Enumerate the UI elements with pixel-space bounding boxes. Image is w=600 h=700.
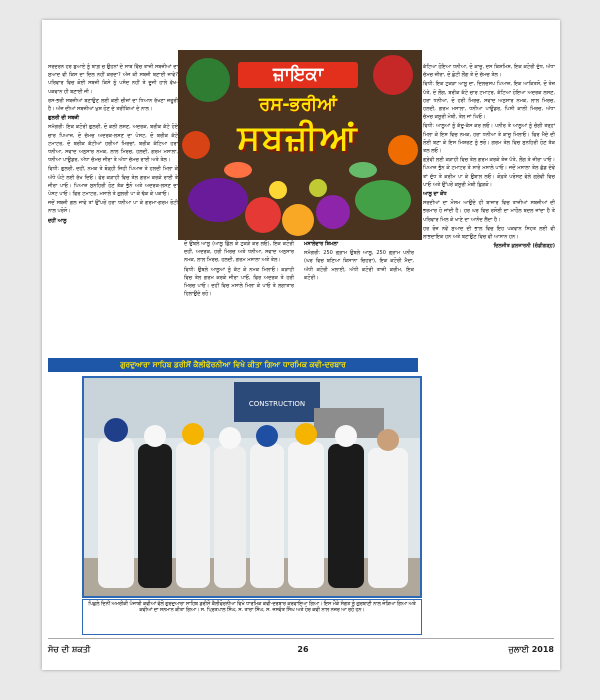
paragraph: ਵਿਧੀ: ਇਕ ਟੁਕੜਾ ਆਲੂ ਦਾ, ਦਿਲਚਸਪ ਪਿਆਜ਼, ਇਕ ਆਕਿਤਸੋ, ਦੋ ਤੇਜ਼ ਪੱਤੇ, ਦੋ ਲੌਂਗ, ਬਰੀਕ ਕੱਟੇ ਚਾਰ ਟਮਾਟਰ, ਕੱਟਿਆ ਹੋਇਆ ਅਦਰਕ ਲਸਣ, ਹਰਾ ਧਨੀਆ, ਦੋ ਹਰੀ ਮਿਰਚ, ਸਵਾਦ ਅਨੁਸਾਰ ਨਮਕ, ਲਾਲ ਮਿਰਚ, ਹਲਦੀ, ਗਰਮ ਮਸਾਲਾ, ਧਨੀਆ ਪਾਊਡਰ, ਪਿਸੀ ਕਾਲੀ ਮਿਰਚ, ਅੱਧਾ ਚੱਮਚ ਕਸੂਰੀ ਮੇਥੀ, ਤੇਲ ਜਾਂ ਘਿਓ। [423, 81, 555, 121]
section-heading: ਆਲੂ ਦਾ ਕੋਂਧ [423, 191, 447, 198]
paragraph: ਸਮੱਗਰੀ: ਇਕ ਕਟੋਰੀ ਗੁਲਰੀ, ਦੋ ਕਲੀ ਲਸਣ, ਅਦਰਕ, ਬਰੀਕ ਕੱਟੇ ਹੋਏ ਚਾਰ ਪਿਆਜ਼, ਦੋ ਚੱਮਚ ਅਦਰਕ-ਲਸਣ ਦਾ ਪੇਸਟ, ਦੋ ਬਰੀਕ ਕੱਟੇ ਟਮਾਟਰ, ਦੋ ਬਰੀਕ ਕੱਟੀਆਂ ਹਰੀਆਂ ਮਿਰਚਾਂ, ਬਰੀਕ ਕੱਟਿਆ ਹਰਾ ਧਨੀਆ, ਸਵਾਦ ਅਨੁਸਾਰ ਨਮਕ, ਲਾਲ ਮਿਰਚ, ਹਲਦੀ, ਗਰਮ ਮਸਾਲਾ, ਧਨੀਆ ਪਾਊਡਰ, ਅੱਧਾ ਚੱਮਚ ਜੀਰਾ ਤੇ ਅੱਧਾ ਚੱਮਚ ਰਾਈ ਅਤੇ ਤੇਲ। [48, 124, 178, 164]
news-headline: ਗੁਰਦੁਆਰਾ ਸਾਹਿਬ ਡਰੀਸੋਂ ਕੈਲੀਫੋਰਨੀਆ ਵਿਖੇ ਕੀਤਾ ਗਿਆ ਧਾਰਮਿਕ ਕਵੀ-ਦਰਬਾਰ [48, 358, 418, 372]
construction-sign-text: CONSTRUCTION [248, 400, 306, 408]
banner-title-main: ਸਬਜ਼ੀਆਂ [237, 118, 359, 158]
paragraph: ਕੱਟਿਆ ਹੋਇਆ ਧਨੀਆ, ਦੋ ਕਾਜੂ, ਦਸ ਕਿਸ਼ਮਿਸ਼, ਇਕ ਕਟੋਰੀ ਦੁੱਧ, ਅੱਧਾ ਚੱਮਚ ਜ਼ੀਰਾ, ਦੋ ਛੋਟੀ ਲੌਂਗ ਤੇ ਦੋ ਚੱਮਚ ਤੇਲ। [423, 64, 555, 79]
paragraph: ਵਿਧੀ: ਉਬਲੇ ਆਲੂਆਂ ਨੂੰ ਕੱਟ ਕੇ ਨਮਕ ਮਿਲਾਓ। ਕੜਾਹੀ ਵਿਚ ਤੇਲ ਗਰਮ ਕਰਕੇ ਜੀਰਾ ਪਾਓ, ਫਿਰ ਅਦਰਕ ਤੇ ਹਰੀ ਮਿਰਚ ਪਾਓ। ਦਹੀਂ ਵਿਚ ਮਸਾਲੇ ਮਿਲਾ ਕੇ ਪਾਓ ਤੇ ਲਗਾਤਾਰ ਹਿਲਾਉਂਦੇ ਰਹੋ। [184, 266, 294, 298]
paragraph: ਵਿਧੀ: ਆਲੂਆਂ ਨੂੰ ਕੱਦੂ-ਕੱਸ ਕਰ ਲਓ। ਪਨੀਰ ਤੇ ਆਲੂਆਂ ਨੂੰ ਚੰਗੀ ਤਰ੍ਹਾਂ ਮਿਲਾ ਕੇ ਇਸ ਵਿਚ ਨਮਕ, ਹਰਾ ਧਨੀਆ ਤੇ ਕਾਜੂ ਮਿਲਾਓ। ਫਿਰ ਮੈਦੇ ਦੀ ਲੋਈ ਬਣਾ ਕੇ ਇਸ ਮਿਸ਼ਰਣ ਨੂੰ ਭਰੋ। ਗਰਮ ਤੇਲ ਵਿਚ ਸੁਨਹਿਰੀ ਹੋਣ ਤੱਕ ਤਲ ਲਓ। [423, 123, 555, 155]
page-number: 26 [297, 645, 309, 654]
group-photo [84, 378, 420, 596]
paragraph: ਦੋ ਉਬਲੇ ਆਲੂ (ਆਲੂ ਛਿੱਲ ਕੇ ਟੁਕੜੇ ਕਰ ਲਓ), ਇਕ ਕਟੋਰੀ ਦਹੀਂ, ਅਦਰਕ, ਹਰੀ ਮਿਰਚ ਅਤੇ ਧਨੀਆ, ਸਵਾਦ ਅਨੁਸਾਰ ਨਮਕ, ਲਾਲ ਮਿਰਚ, ਹਲਦੀ, ਗਰਮ ਮਸਾਲਾ ਅਤੇ ਤੇਲ। [184, 241, 294, 264]
paragraph: ਸਰਦਰਨ ਹਰ ਬੁਆਏ ਨੂੰ ਬਾਗ਼ ਚ ਉਹਨਾਂ ਦੇ ਸਾਥ ਵਿੱਚ ਤਾਜ਼ੀ ਸਬਜ਼ੀਆਂ ਦਾ ਸੁਆਦ ਵੀ ਕਿਸ ਦਾ ਦਿਲ ਨਹੀਂ ਕਰਦਾ? ਅੱਜ ਕੀ ਸਬਜ਼ੀ ਬਣਾਈ ਜਾਵੇ? ਪਰਿਵਾਰ ਵਿਚ ਕੋਈ ਸਬਜ਼ੀ ਕਿਸੇ ਨੂੰ ਪਸੰਦ ਨਹੀਂ ਤੇ ਦੂਜੀ ਹਾਲੇ ਵੱਖ-ਪਕਵਾਨ ਹੀ ਬਣਾਈ ਜੀ। [48, 64, 178, 95]
paragraph: ਗ੍ਰੇਵੀ ਲਈ ਕੜਾਹੀ ਵਿਚ ਤੇਲ ਗਰਮ ਕਰਕੇ ਤੇਜ਼ ਪੱਤੇ, ਲੌਂਗ ਤੇ ਜ਼ੀਰਾ ਪਾਓ। ਪਿਆਜ਼ ਭੁੰਨ ਕੇ ਟਮਾਟਰ ਤੇ ਸਾਰੇ ਮਸਾਲੇ ਪਾਓ। ਜਦੋਂ ਮਸਾਲਾ ਤੇਲ ਛੱਡ ਦੇਵੇ ਤਾਂ ਦੁੱਧ ਤੇ ਕਰੀਮ ਪਾ ਕੇ ਉਬਾਲ ਲਓ। ਕੋਫ਼ਤੇ ਪਰੋਸਣ ਵੇਲੇ ਗ੍ਰੇਵੀ ਵਿਚ ਪਾਓ ਅਤੇ ਉੱਪਰੋਂ ਕਸੂਰੀ ਮੇਥੀ ਛਿੜਕੋ। [423, 157, 555, 188]
magazine-page [42, 20, 560, 670]
paragraph: ਹਰ ਰੋਜ਼ ਨਵੇਂ ਸੁਆਦ ਦੀ ਭਾਲ ਵਿਚ ਇਹ ਪਕਵਾਨ ਸਿਹਤ ਲਈ ਵੀ ਲਾਭਦਾਇਕ ਹਨ ਅਤੇ ਬਣਾਉਣ ਵਿਚ ਵੀ ਆਸਾਨ ਹਨ। [423, 225, 555, 241]
paragraph: ਜਦੋਂ ਸਬਜ਼ੀ ਗਲ ਜਾਵੇ ਤਾਂ ਉੱਪਰੋਂ ਹਰਾ ਧਨੀਆ ਪਾ ਕੇ ਗਰਮਾ-ਗਰਮ ਰੋਟੀ ਨਾਲ ਪਰੋਸੋ। [48, 200, 178, 215]
section-heading: ਦਹੀਂ ਆਲੂ [48, 217, 67, 224]
page-footer [48, 638, 554, 657]
food-banner [178, 50, 422, 240]
banner-subtitle: ਰਸ-ਭਰੀਆਂ [259, 94, 337, 115]
article-column-left [48, 63, 178, 323]
author-signature: ਦਿਲਜੀਤ ਕੁਲਜਾਰਨੀ (ਚੰਡੀਗੜ੍ਹ) [493, 243, 555, 250]
section-heading: ਗੁਲਰੀ ਦੀ ਸਬਜ਼ੀ [48, 115, 79, 122]
article-column-middle [184, 240, 414, 353]
banner-title-top: ਜ਼ਾਇਕਾ [238, 62, 358, 88]
paragraph: ਸਮੱਗਰੀ: 250 ਗ੍ਰਾਮ ਉਬਲੇ ਆਲੂ, 250 ਗ੍ਰਾਮ ਪਨੀਰ (ਘਰ ਵਿਚ ਬਣਿਆ ਕਿਸਾਨਾ ਚਿਹਰਾ), ਇਕ ਕਟੋਰੀ ਮੈਦਾ, ਅੱਧੀ ਕਟੋਰੀ ਮਲਾਈ, ਅੱਧੀ ਕਟੋਰੀ ਤਾਜ਼ੀ ਕਰੀਮ, ਇਕ ਕਟੋਰੀ। [304, 250, 414, 281]
news-photo [82, 376, 422, 598]
issue-date: ਜੁਲਾਈ 2018 [508, 645, 554, 654]
magazine-name: ਸੋਚ ਦੀ ਸ਼ਕਤੀ [48, 645, 91, 654]
article-column-right [423, 63, 555, 626]
paragraph: ਵਿਧੀ: ਗੁਲਰੀ, ਦਹੀਂ, ਨਮਕ ਤੇ ਥੋੜ੍ਹੀ ਜਿਹੀ ਪਿਆਜ਼ ਤੇ ਹਲਦੀ ਮਿਲਾ ਕੇ ਅੱਧੇ ਘੰਟੇ ਲਈ ਰੱਖ ਦਿਓ। ਫੇਰ ਕੜਾਹੀ ਵਿਚ ਤੇਲ ਗਰਮ ਕਰਕੇ ਰਾਈ ਤੇ ਜੀਰਾ ਪਾਓ। ਪਿਆਜ਼ ਸੁਨਹਿਰੀ ਹੋਣ ਤੱਕ ਭੁੰਨੋ ਅਤੇ ਅਦਰਕ-ਲਸਣ ਦਾ ਪੇਸਟ ਪਾਓ। ਫਿਰ ਟਮਾਟਰ, ਮਸਾਲੇ ਤੇ ਗੁਲਰੀ ਪਾ ਕੇ ਢੱਕ ਕੇ ਪਕਾਓ। [48, 166, 178, 198]
photo-caption: ਪਿਛਲੇ ਦਿਨੀਂ ਅਮਰੀਕੀ ਪੰਜਾਬੀ ਕਵੀਆਂ ਵੱਲੋਂ ਗੁਰਦੁਆਰਾ ਸਾਹਿਬ ਡਰੀਸੋਂ ਕੈਲੀਫੋਰਨੀਆ ਵਿਖੇ ਧਾਰਮਿਕ ਕਵੀ-ਦਰਬਾਰ ਕਰਵਾਇਆ ਗਿਆ। ਇਸ ਮੌਕੇ ਸੰਗਤ ਨੂੰ ਗੁਰਬਾਣੀ ਨਾਲ ਜੋੜਿਆ ਗਿਆ ਅਤੇ ਕਵੀਆਂ ਦਾ ਸਨਮਾਨ ਕੀਤਾ ਗਿਆ। ਸ. ਪ੍ਰਿਤਪਾਲ ਸਿੰਘ, ਸ. ਤਾਰਾ ਸਿੰਘ, ਸ. ਜਸਵੰਤ ਸਿੰਘ ਅਤੇ ਹੋਰ ਕਵੀ ਨਾਲ ਨਜ਼ਰ ਆ ਰਹੇ ਹਨ। [82, 599, 422, 635]
paragraph: ਰਸ-ਭਰੀ ਸਬਜ਼ੀਆਂ ਬਣਾਉਣ ਲਈ ਕਈ ਚੀਜ਼ਾਂ ਦਾ ਧਿਆਨ ਰੱਖਣਾ ਜ਼ਰੂਰੀ ਹੈ। ਅੱਜ ਦੀਆਂ ਸਬਜ਼ੀਆਂ ਖੁਸ਼ ਹੋਣ ਦੇ ਤਰੀਕਿਆਂ ਦੇ ਨਾਲ। [48, 97, 178, 113]
paragraph: ਸਰਦੀਆਂ ਦਾ ਮੌਸਮ ਆਉਂਦੇ ਹੀ ਬਾਜ਼ਾਰ ਵਿਚ ਤਾਜ਼ੀਆਂ ਸਬਜ਼ੀਆਂ ਦੀ ਭਰਮਾਰ ਹੋ ਜਾਂਦੀ ਹੈ। ਹਰ ਘਰ ਵਿਚ ਰਸੋਈ ਦਾ ਮਾਹੌਲ ਬਦਲ ਜਾਂਦਾ ਹੈ ਤੇ ਪਰਿਵਾਰ ਮਿਲ ਕੇ ਖਾਣੇ ਦਾ ਆਨੰਦ ਲੈਂਦਾ ਹੈ। [423, 200, 555, 223]
section-heading: ਮਸਾਲੇਦਾਰ ਸ਼ਿਮਲਾ [304, 241, 339, 247]
